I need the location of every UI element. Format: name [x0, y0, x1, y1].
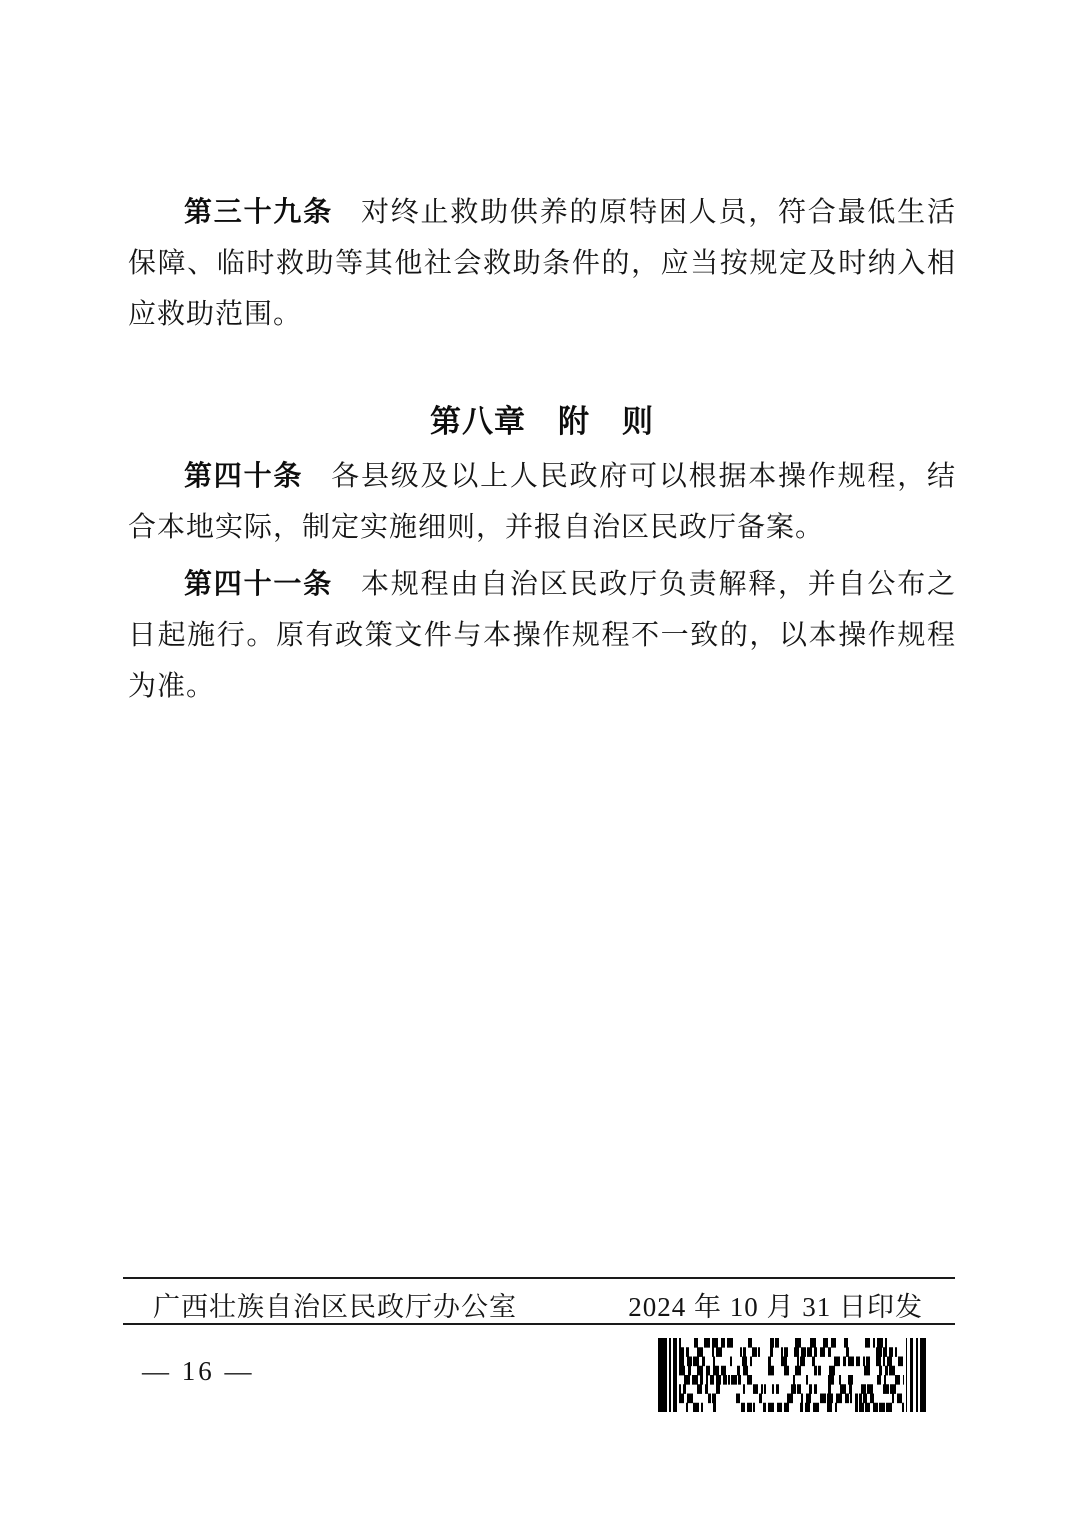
barcode-image	[658, 1338, 926, 1412]
document-body	[128, 186, 956, 712]
article-40-number: 第四十条	[184, 460, 304, 491]
article-41-text: 本规程由自治区民政厅负责解释，并自公布之日起施行。原有政策文件与本操作规程不一致的，以本操作规程为准。	[128, 569, 956, 702]
article-39-number: 第三十九条	[184, 196, 333, 227]
article-40-paragraph	[128, 450, 956, 553]
pdf417-barcode	[658, 1338, 926, 1412]
footer-issuer: 广西壮族自治区民政厅办公室	[153, 1291, 517, 1322]
page-number: — 16 —	[142, 1356, 255, 1386]
article-40-text: 各县级及以上人民政府可以根据本操作规程，结合本地实际，制定实施细则，并报自治区民政厅备案。	[128, 461, 956, 543]
article-41-number: 第四十一条	[184, 568, 333, 599]
footer-rule-bottom	[123, 1323, 955, 1325]
chapter-heading: 第八章 附 则	[430, 404, 654, 439]
article-39-text: 对终止救助供养的原特困人员，符合最低生活保障、临时救助等其他社会救助条件的，应当按规定及时纳入相应救助范围。	[128, 197, 956, 330]
footer-rule-top	[123, 1277, 955, 1279]
footer-print-date: 2024 年 10 月 31 日印发	[628, 1291, 923, 1322]
article-39-paragraph	[128, 186, 956, 340]
article-41-paragraph	[128, 558, 956, 712]
footer-colophon-row	[123, 1286, 955, 1322]
